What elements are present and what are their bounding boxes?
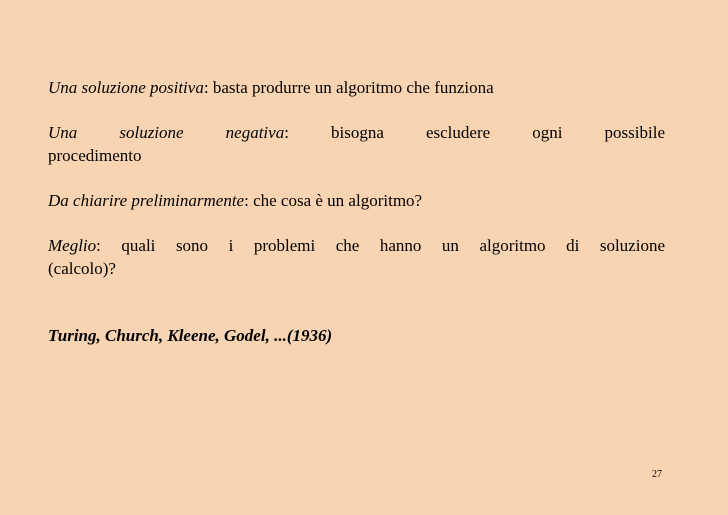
label-negative-solution: Una soluzione negativa: [48, 123, 285, 142]
text-preliminary: che cosa è un algoritmo?: [248, 191, 423, 210]
separator: :: [203, 78, 209, 97]
label-preliminary: Da chiarire preliminarmente: [48, 191, 245, 210]
line-negative-solution-1: [48, 121, 665, 144]
line-better-1: [48, 234, 665, 257]
page-number: 27: [652, 469, 662, 480]
slide-body: [48, 76, 665, 347]
text-negative-solution-1: bisogna escludere ogni possibile: [288, 123, 665, 142]
paragraph-preliminary: [48, 189, 665, 212]
separator: :: [244, 191, 249, 210]
separator: :: [284, 123, 289, 142]
paragraph-positive-solution: [48, 76, 665, 99]
text-negative-solution-2: procedimento: [48, 146, 142, 165]
paragraph-negative-solution: [48, 121, 665, 167]
text-positive-solution: basta produrre un algoritmo che funziona: [208, 78, 494, 97]
separator: :: [96, 236, 101, 255]
paragraph-better: [48, 234, 665, 280]
text-better-2: (calcolo)?: [48, 259, 116, 278]
label-positive-solution: Una soluzione positiva: [48, 78, 204, 97]
authors-line: Turing, Church, Kleene, Godel, ...(1936): [48, 326, 333, 345]
label-better: Meglio: [48, 236, 97, 255]
text-better-1: quali sono i problemi che hanno un algoritmo di soluzione: [100, 236, 665, 255]
